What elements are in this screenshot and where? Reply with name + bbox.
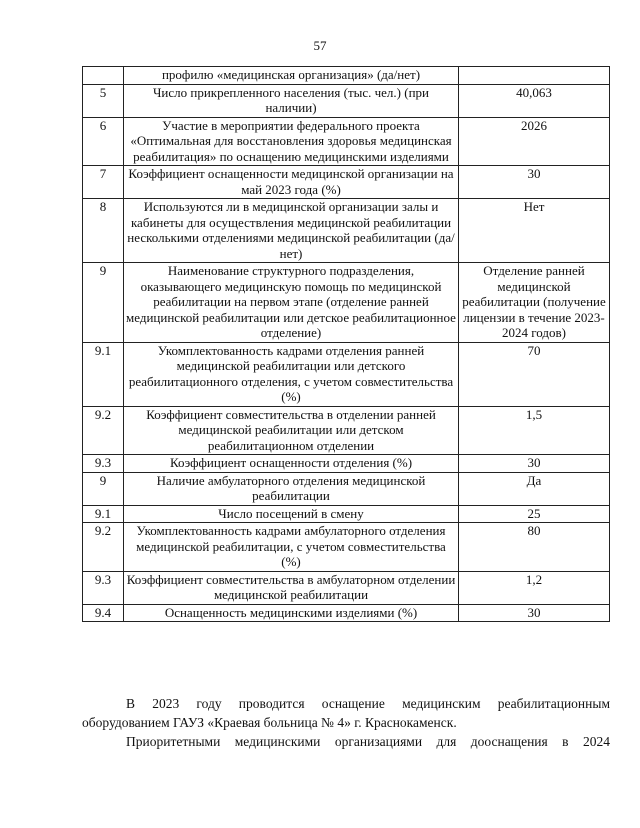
indicator-value: 1,5 (459, 406, 610, 455)
row-number: 9.4 (83, 604, 124, 622)
row-number: 9.3 (83, 571, 124, 604)
indicator-name: Участие в мероприятии федерального проекта «Оптимальная для восстановления здоровья медицинская реабилитация» по оснащению медицинскими изделиями (124, 117, 459, 166)
indicator-value: 30 (459, 455, 610, 473)
table-row (83, 505, 610, 523)
table-row (83, 472, 610, 505)
indicator-name: профилю «медицинская организация» (да/нет) (124, 67, 459, 85)
table-row (83, 263, 610, 343)
table-row (83, 406, 610, 455)
row-number: 8 (83, 199, 124, 263)
indicator-name: Коэффициент совместительства в амбулаторном отделении медицинской реабилитации (124, 571, 459, 604)
table-row (83, 523, 610, 572)
indicator-value: 70 (459, 342, 610, 406)
body-paragraph-priority: Приоритетными медицинскими организациями для дооснащения в 2024 (126, 734, 610, 749)
indicator-value: Отделение ранней медицинской реабилитации (получение лицензии в течение 2023-2024 годов) (459, 263, 610, 343)
row-number: 9 (83, 472, 124, 505)
table-row (83, 67, 610, 85)
indicator-value (459, 67, 610, 85)
table-row (83, 117, 610, 166)
indicator-value: 2026 (459, 117, 610, 166)
table-row (83, 199, 610, 263)
row-number: 9 (83, 263, 124, 343)
indicator-name: Число посещений в смену (124, 505, 459, 523)
indicator-name: Наименование структурного подразделения, оказывающего медицинскую помощь по медицинской реабилитации на первом этапе (отделение ранней медицинской реабилитации или детское реабилитационное отделение) (124, 263, 459, 343)
indicator-value: 25 (459, 505, 610, 523)
table-row (83, 84, 610, 117)
row-number: 9.1 (83, 505, 124, 523)
row-number: 7 (83, 166, 124, 199)
indicator-name: Оснащенность медицинскими изделиями (%) (124, 604, 459, 622)
indicators-table (82, 66, 610, 622)
table-row (83, 571, 610, 604)
indicator-name: Коэффициент совместительства в отделении ранней медицинской реабилитации или детском реабилитационном отделении (124, 406, 459, 455)
indicator-name: Укомплектованность кадрами отделения ранней медицинской реабилитации или детского реабилитационного отделения, с учетом совместительства (%) (124, 342, 459, 406)
indicator-value: Да (459, 472, 610, 505)
indicator-value: 1,2 (459, 571, 610, 604)
indicator-value: 80 (459, 523, 610, 572)
row-number: 9.1 (83, 342, 124, 406)
indicator-name: Укомплектованность кадрами амбулаторного отделения медицинской реабилитации, с учетом совместительства (%) (124, 523, 459, 572)
row-number: 5 (83, 84, 124, 117)
indicator-name: Используются ли в медицинской организации залы и кабинеты для осуществления медицинской реабилитации несколькими отделениями медицинской реабилитации (да/нет) (124, 199, 459, 263)
row-number: 9.3 (83, 455, 124, 473)
row-number: 9.2 (83, 523, 124, 572)
indicator-value: 30 (459, 604, 610, 622)
indicator-value: 30 (459, 166, 610, 199)
indicator-name: Коэффициент оснащенности отделения (%) (124, 455, 459, 473)
indicator-name: Число прикрепленного населения (тыс. чел.) (при наличии) (124, 84, 459, 117)
body-paragraph-equipment: В 2023 году проводится оснащение медицинским реабилитационным оборудованием ГАУЗ «Краевая больница № 4» г. Краснокаменск. (82, 696, 610, 730)
row-number: 9.2 (83, 406, 124, 455)
table-row (83, 342, 610, 406)
indicator-name: Коэффициент оснащенности медицинской организации на май 2023 года (%) (124, 166, 459, 199)
indicator-value: Нет (459, 199, 610, 263)
page-number: 57 (313, 38, 327, 53)
row-number: 6 (83, 117, 124, 166)
indicator-name: Наличие амбулаторного отделения медицинской реабилитации (124, 472, 459, 505)
table-row (83, 166, 610, 199)
indicator-value: 40,063 (459, 84, 610, 117)
table-row (83, 604, 610, 622)
row-number (83, 67, 124, 85)
table-row (83, 455, 610, 473)
